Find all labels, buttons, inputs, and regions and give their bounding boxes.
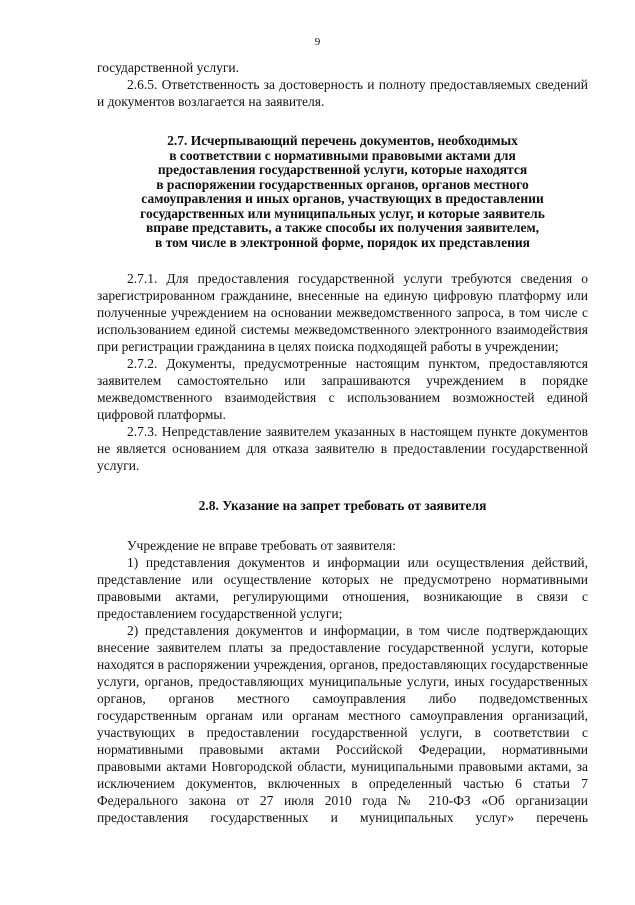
- section-2-7-heading: [97, 134, 588, 250]
- heading-line: в соответствии с нормативными правовыми актами для: [169, 147, 516, 163]
- document-body: [97, 59, 588, 826]
- heading-line: в распоряжении государственных органов, органов местного: [156, 176, 529, 192]
- paragraph-2-7-2: 2.7.2. Документы, предусмотренные настоящим пунктом, предоставляются заявителем самостоятельно или запрашиваются учреждением в порядке межведомственного взаимодействия с использованием возможностей единой цифровой платформы.: [97, 356, 588, 422]
- paragraph-continuation: государственной услуги.: [97, 60, 239, 75]
- paragraph-2-6-5: 2.6.5. Ответственность за достоверность и полноту предоставляемых сведений и документов возлагается на заявителя.: [97, 77, 588, 109]
- heading-line: государственных или муниципальных услуг, и которые заявитель: [140, 205, 545, 221]
- paragraph-2-8-item-2: 2) представления документов и информации, в том числе подтверждающих внесение заявителем платы за предоставление государственной услуги, которые находятся в распоряжении учреждения, органов, предоставляющих государственные услуги, органов, предоставляющих муниципальные услуги, иных государственных органов, органов местного самоуправления либо подведомственных государственным органам или органам местного самоуправления организаций, участвующих в предоставлении государственной услуги, в соответствии с нормативными правовыми актами Российской Федерации, нормативными правовыми актами Новгородской области, муниципальными правовыми актами, за исключением документов, включенных в определенный частью 6 статьи 7 Федерального закона от 27 июля 2010 года № 210-ФЗ «Об организации предоставления государственных и муниципальных услуг» перечень: [97, 622, 588, 825]
- heading-line: вправе представить, а также способы их получения заявителем,: [145, 220, 540, 235]
- paragraph-2-8-item-1: 1) представления документов и информации или осуществления действий, представление или осуществление которых не предусмотрено нормативными правовыми актами, регулирующими отношения, возникающие в связи с предоставлением государственной услуги;: [97, 554, 588, 621]
- heading-line: самоуправления и иных органов, участвующих в предоставлении: [141, 191, 544, 206]
- paragraph-2-7-3: 2.7.3. Непредставление заявителем указанных в настоящем пункте документов не является основанием для отказа заявителю в предоставлении государственной услуги.: [97, 424, 588, 473]
- heading-line: в том числе в электронной форме, порядок их представления: [155, 234, 530, 250]
- page-number: 9: [314, 36, 321, 48]
- section-2-8-heading: 2.8. Указание на запрет требовать от заявителя: [198, 498, 487, 513]
- heading-line: предоставления государственной услуги, которые находятся: [157, 162, 528, 177]
- paragraph-2-7-1: 2.7.1. Для предоставления государственной услуги требуются сведения о зарегистрированном гражданине, внесенные на единую цифровую платформу или полученные учреждением на основании межведомственного запроса, в том числе с использованием единой системы межведомственного электронного взаимодействия при регистрации гражданина в целях поиска подходящей работы в учреждении;: [97, 271, 588, 354]
- heading-line: 2.7. Исчерпывающий перечень документов, необходимых: [167, 133, 518, 148]
- paragraph-2-8-intro: Учреждение не вправе требовать от заявителя:: [127, 537, 396, 553]
